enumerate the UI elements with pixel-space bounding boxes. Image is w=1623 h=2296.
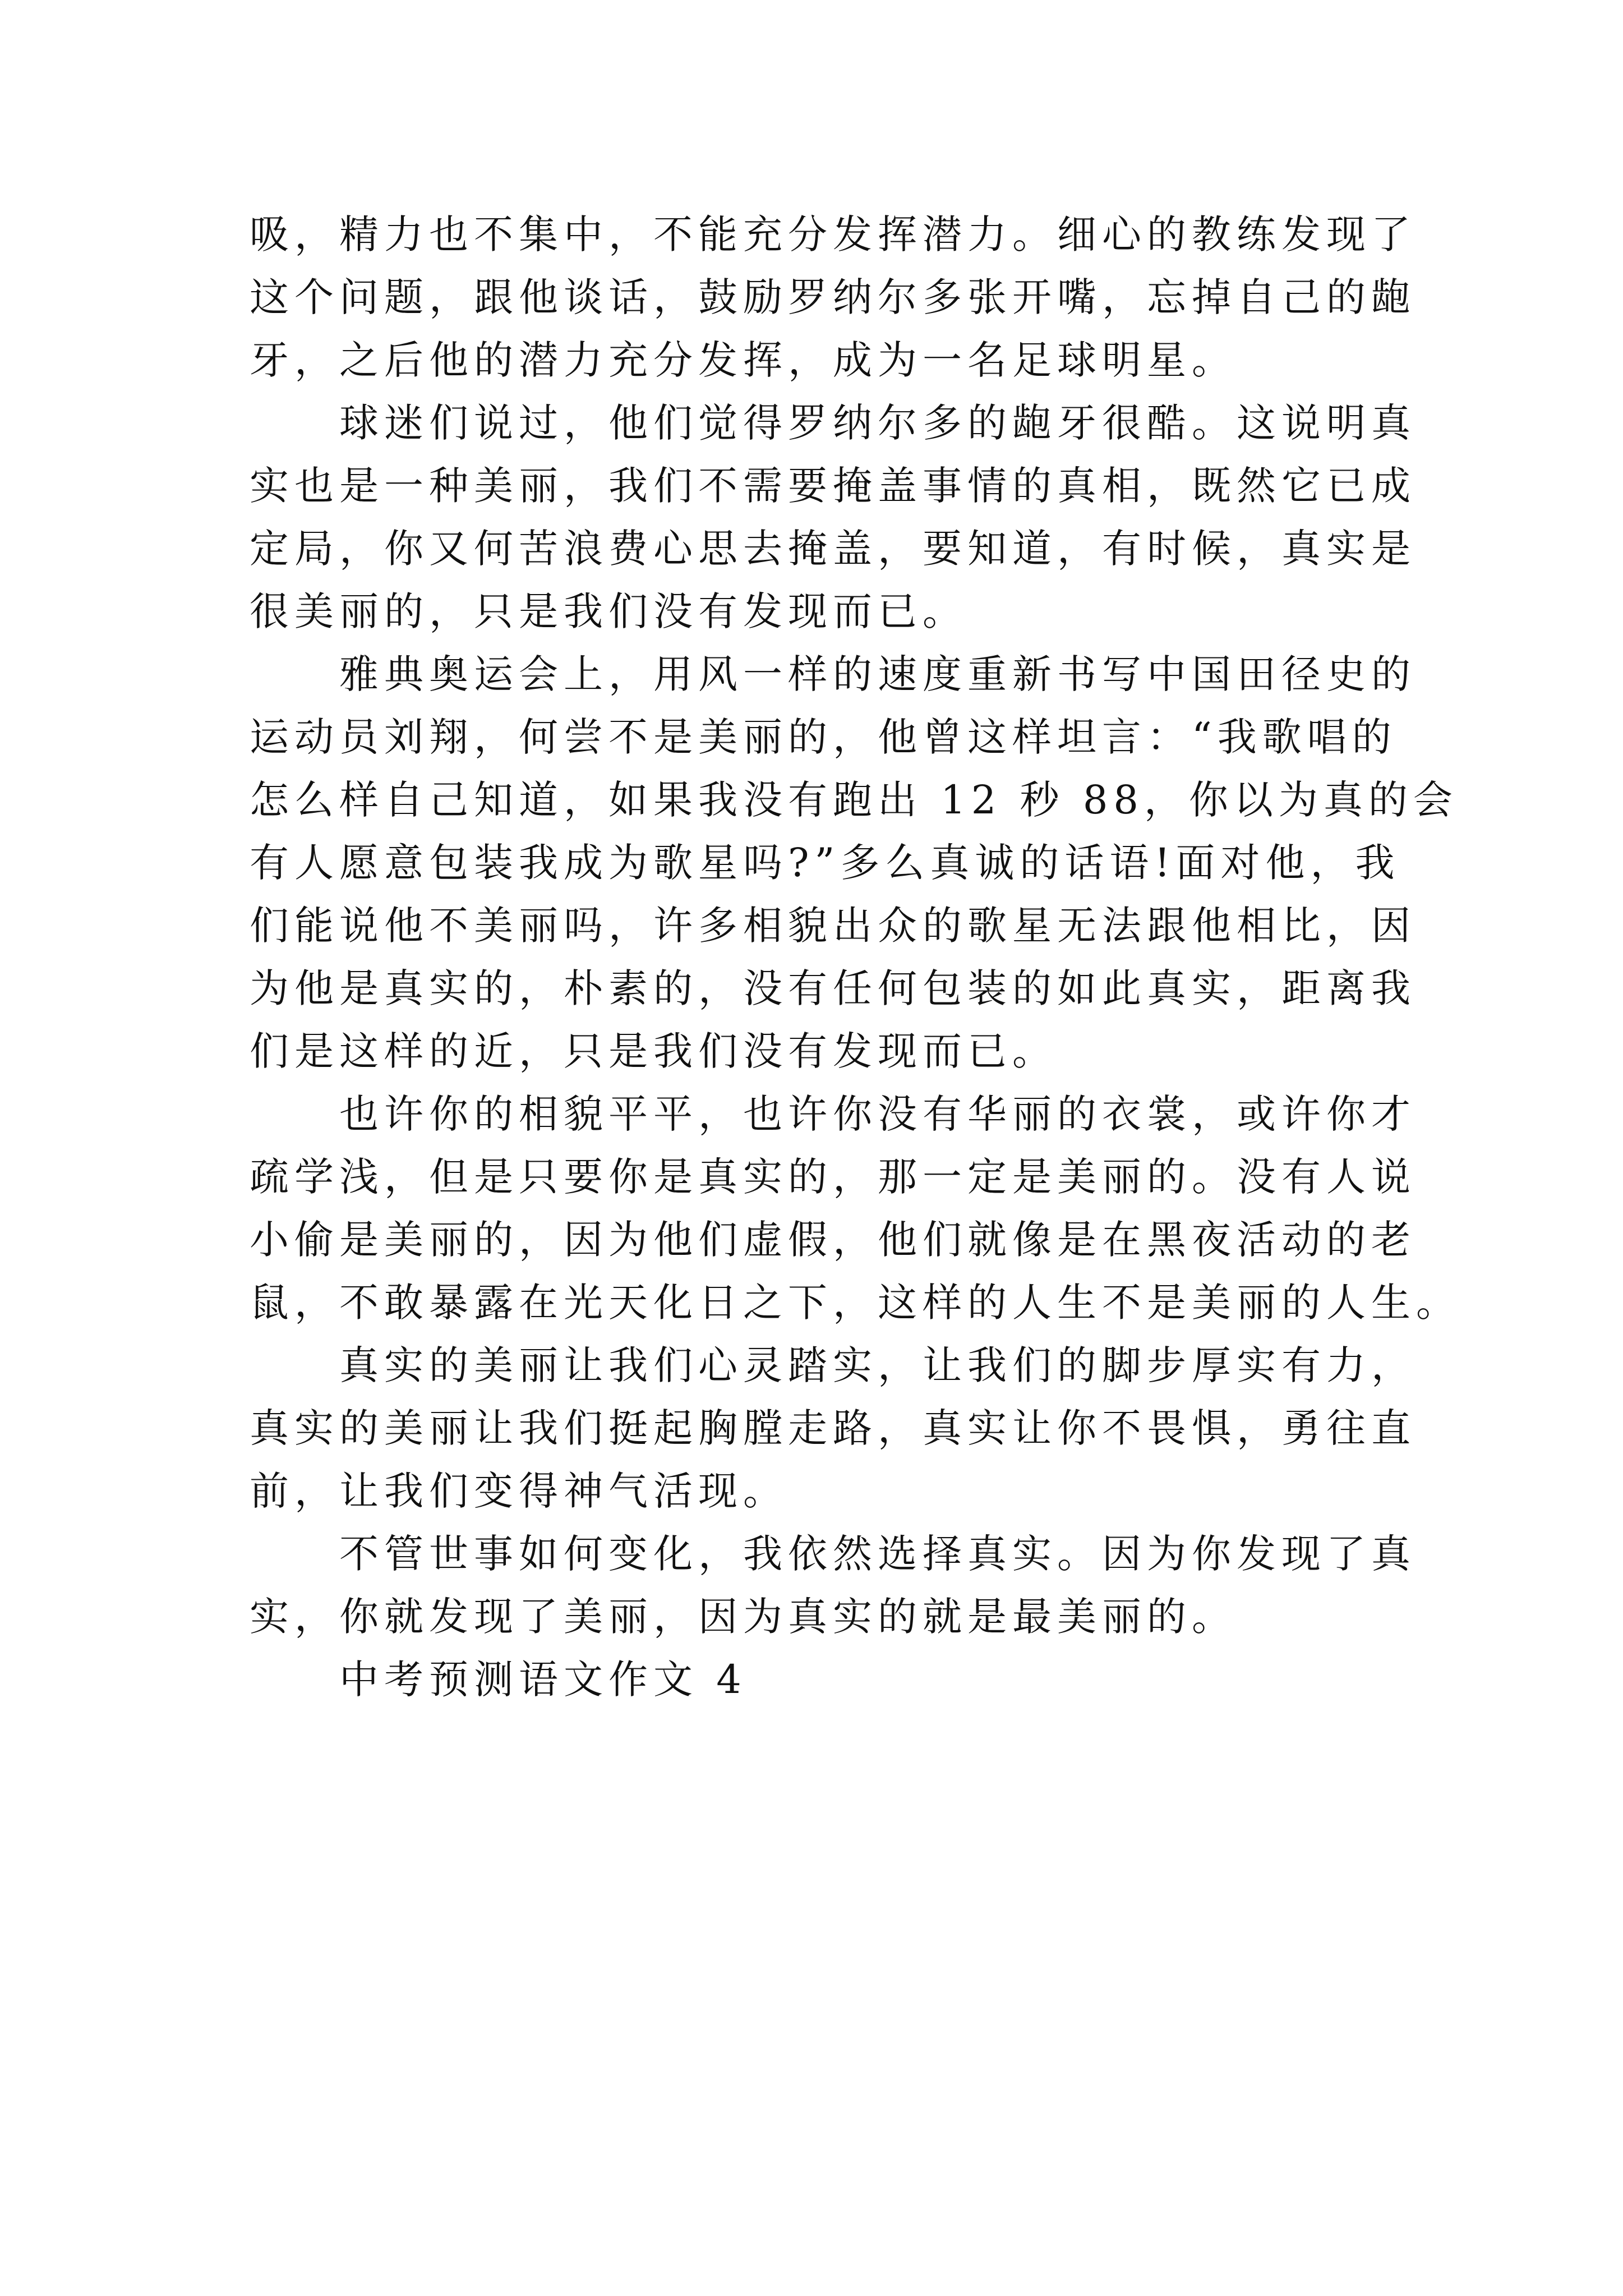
text-line: 们能说他不美丽吗，许多相貌出众的歌星无法跟他相比，因 [250, 903, 1416, 949]
paragraph-start-line: 真实的美丽让我们心灵踏实，让我们的脚步厚实有力， [339, 1342, 1416, 1388]
text-line: 吸，精力也不集中，不能充分发挥潜力。细心的教练发现了 [250, 211, 1416, 257]
text-line: 牙，之后他的潜力充分发挥，成为一名足球明星。 [250, 337, 1237, 383]
text-line: 们是这样的近，只是我们没有发现而已。 [250, 1028, 1057, 1074]
essay-body [250, 203, 1461, 1711]
text-line: 怎么样自己知道，如果我没有跑出 12 秒 88，你以为真的会 [250, 777, 1458, 823]
text-line: 疏学浅，但是只要你是真实的，那一定是美丽的。没有人说 [250, 1154, 1416, 1200]
text-line: 实也是一种美丽，我们不需要掩盖事情的真相，既然它已成 [250, 463, 1416, 509]
text-line: 实，你就发现了美丽，因为真实的就是最美丽的。 [250, 1594, 1237, 1640]
text-line: 小偷是美丽的，因为他们虚假，他们就像是在黑夜活动的老 [250, 1217, 1416, 1263]
text-line: 定局，你又何苦浪费心思去掩盖，要知道，有时候，真实是 [250, 526, 1416, 572]
text-line: 运动员刘翔，何尝不是美丽的，他曾这样坦言：“我歌唱的 [250, 714, 1397, 760]
text-line: 有人愿意包装我成为歌星吗?”多么真诚的话语!面对他，我 [250, 840, 1400, 886]
paragraph-start-line: 雅典奥运会上，用风一样的速度重新书写中国田径史的 [339, 651, 1416, 697]
text-line: 前，让我们变得神气活现。 [250, 1468, 788, 1514]
paragraph-start-line: 也许你的相貌平平，也许你没有华丽的衣裳，或许你才 [339, 1091, 1416, 1137]
text-line: 很美丽的，只是我们没有发现而已。 [250, 588, 967, 634]
text-line: 真实的美丽让我们挺起胸膛走路，真实让你不畏惧，勇往直 [250, 1405, 1416, 1451]
text-line: 鼠，不敢暴露在光天化日之下，这样的人生不是美丽的人生。 [250, 1280, 1461, 1326]
paragraph-start-line: 不管世事如何变化，我依然选择真实。因为你发现了真 [339, 1531, 1416, 1577]
text-line: 这个问题，跟他谈话，鼓励罗纳尔多张开嘴，忘掉自己的龅 [250, 274, 1416, 320]
paragraph-start-line: 球迷们说过，他们觉得罗纳尔多的龅牙很酷。这说明真 [339, 400, 1416, 446]
text-line: 为他是真实的，朴素的，没有任何包装的如此真实，距离我 [250, 965, 1416, 1011]
section-heading: 中考预测语文作文 4 [339, 1657, 747, 1703]
